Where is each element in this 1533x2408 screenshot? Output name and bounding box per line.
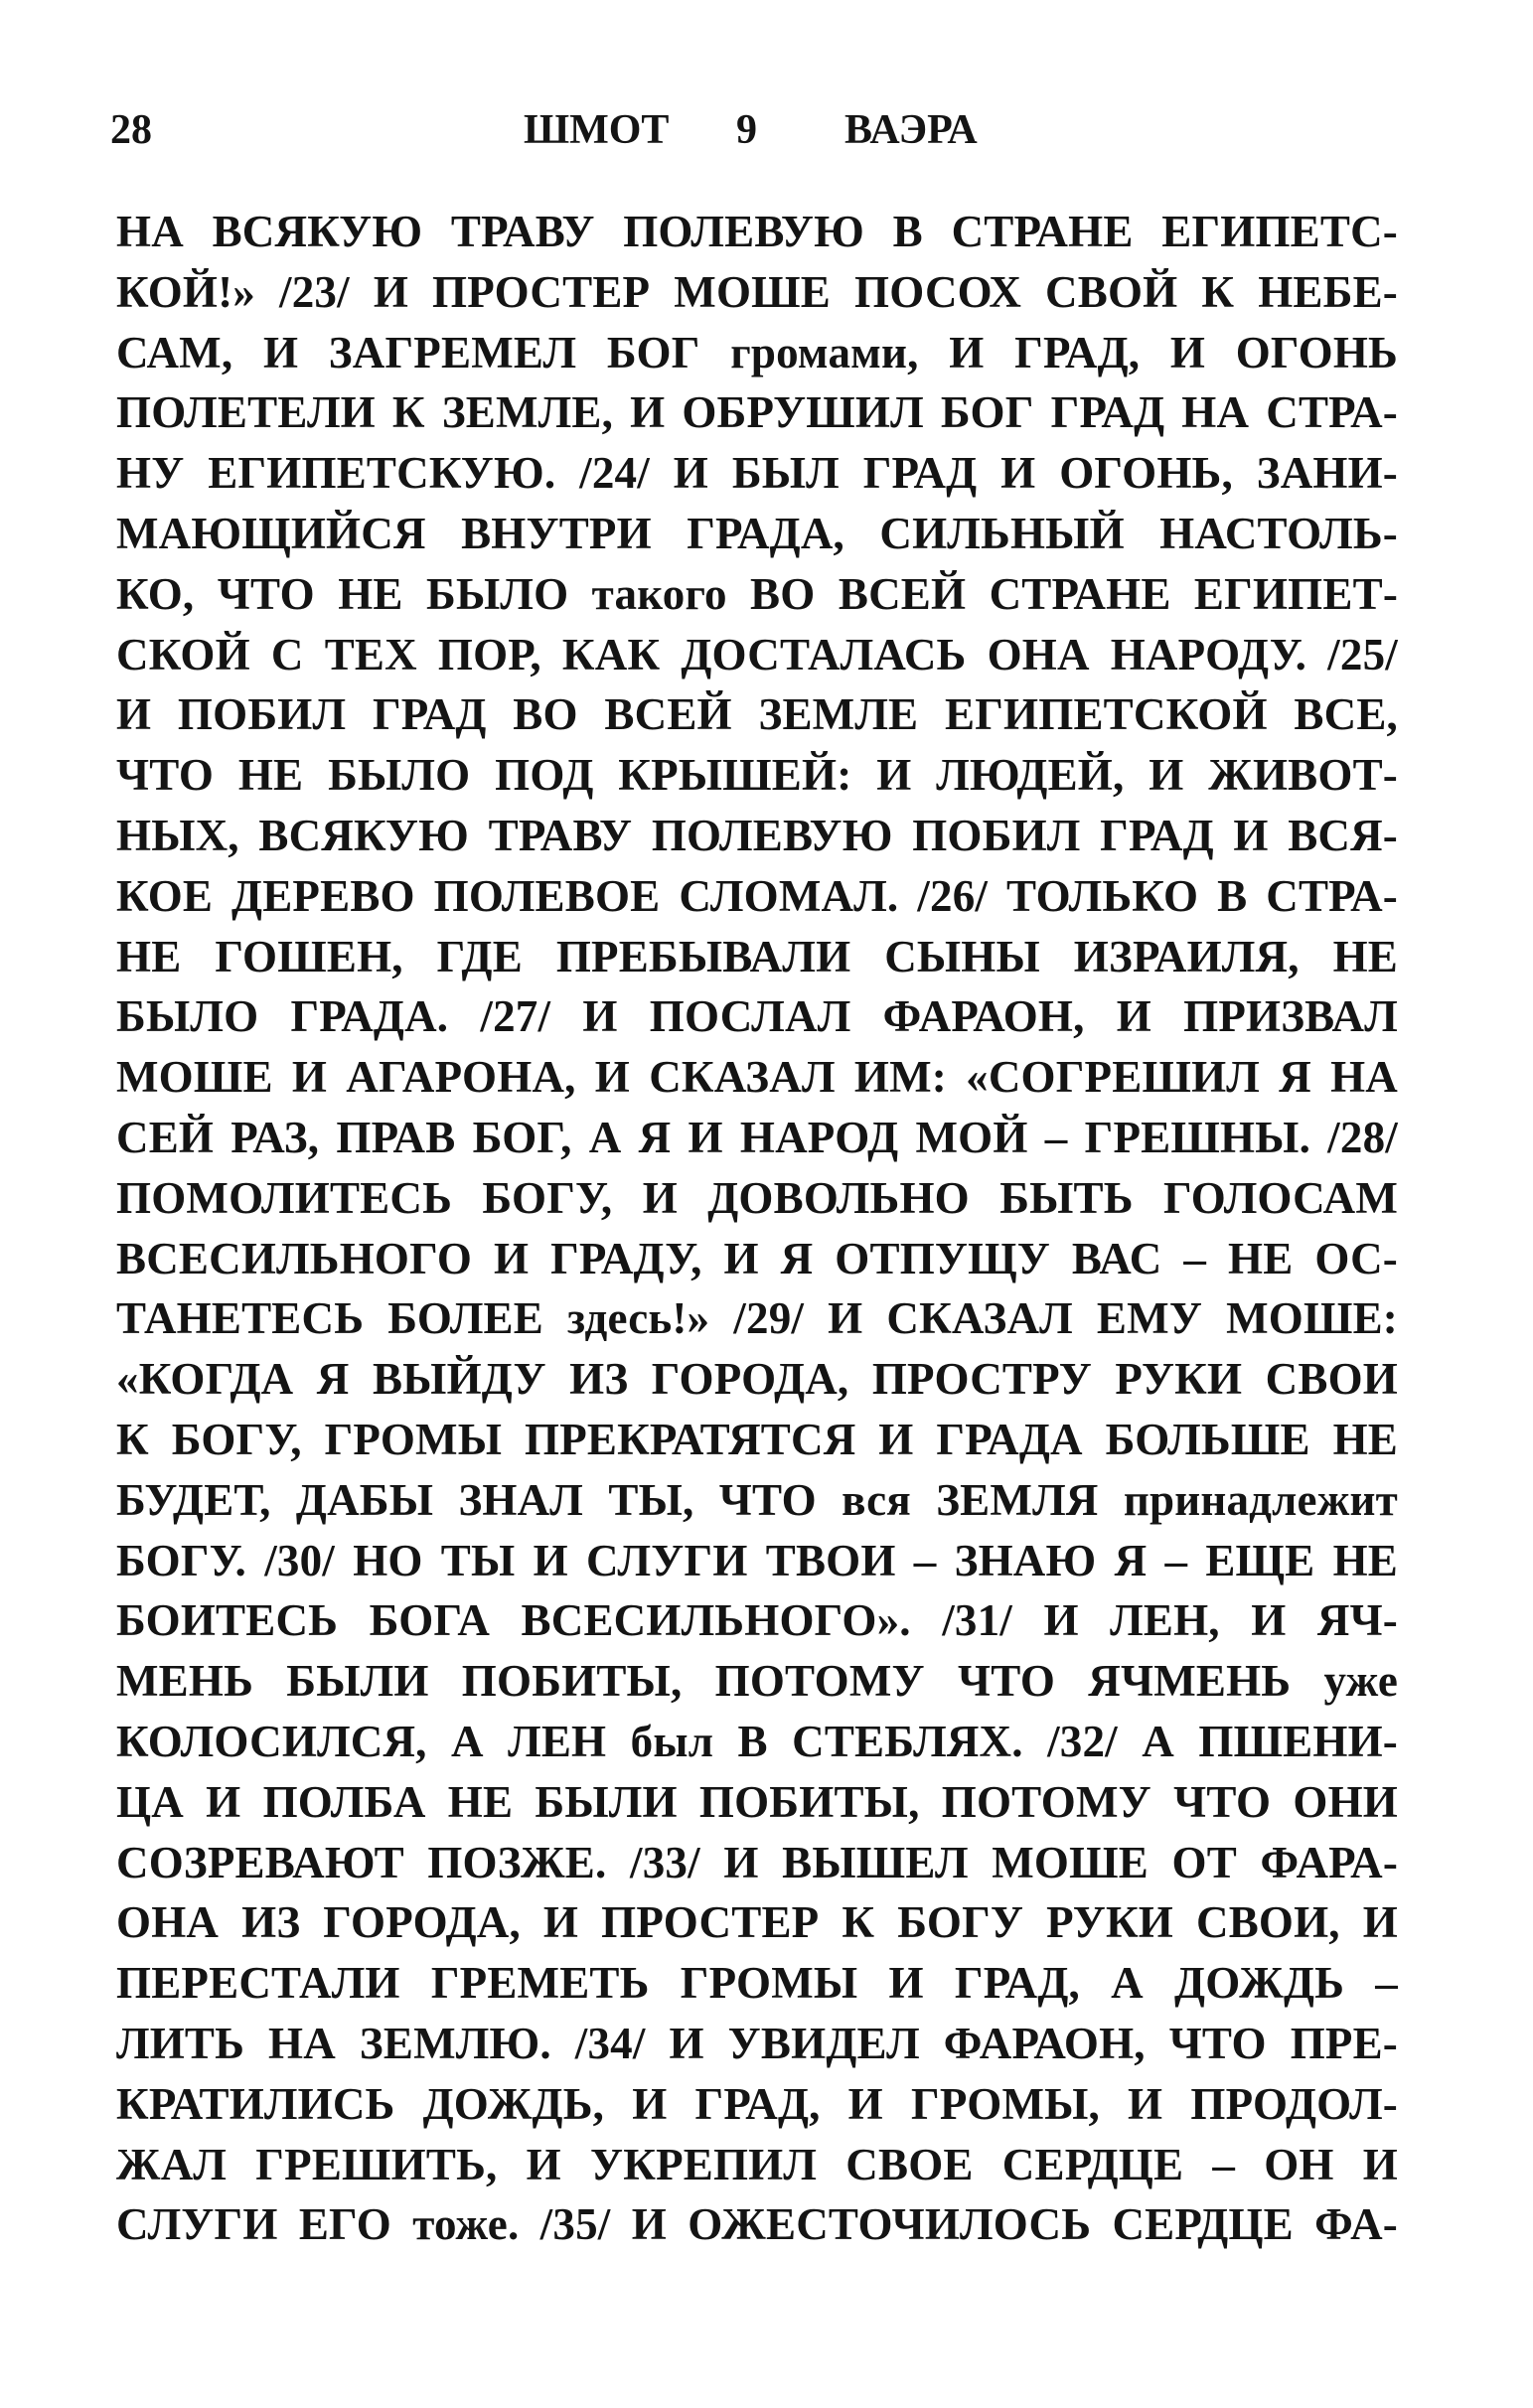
text-line: ОНА ИЗ ГОРОДА, И ПРОСТЕР К БОГУ РУКИ СВОИ, И — [116, 1897, 1398, 1948]
text-line: ЖАЛ ГРЕШИТЬ, И УКРЕПИЛ СВОЕ СЕРДЦЕ – ОН И — [116, 2139, 1398, 2189]
text-line: ТАНЕТЕСЬ БОЛЕЕ здесь!» /29/ И СКАЗАЛ ЕМУ МОШЕ: — [116, 1293, 1398, 1344]
text-line: СЛУГИ ЕГО тоже. /35/ И ОЖЕСТОЧИЛОСЬ СЕРДЦЕ ФА- — [116, 2199, 1398, 2250]
text-line: ЧТО НЕ БЫЛО ПОД КРЫШЕЙ: И ЛЮДЕЙ, И ЖИВОТ- — [116, 750, 1398, 801]
text-line: БОГУ. /30/ НО ТЫ И СЛУГИ ТВОИ – ЗНАЮ Я – ЕЩЕ НЕ — [116, 1535, 1398, 1585]
text-line: КРАТИЛИСЬ ДОЖДЬ, И ГРАД, И ГРОМЫ, И ПРОДОЛ- — [116, 2078, 1398, 2129]
text-line: СОЗРЕВАЮТ ПОЗЖЕ. /33/ И ВЫШЕЛ МОШЕ ОТ ФАРА- — [116, 1837, 1398, 1887]
text-line: ЦА И ПОЛБА НЕ БЫЛИ ПОБИТЫ, ПОТОМУ ЧТО ОНИ — [116, 1776, 1398, 1827]
text-line: БУДЕТ, ДАБЫ ЗНАЛ ТЫ, ЧТО вся ЗЕМЛЯ принадлежит — [116, 1474, 1398, 1525]
text-line: ПЕРЕСТАЛИ ГРЕМЕТЬ ГРОМЫ И ГРАД, А ДОЖДЬ – — [116, 1958, 1398, 2009]
text-line: НЫХ, ВСЯКУЮ ТРАВУ ПОЛЕВУЮ ПОБИЛ ГРАД И ВСЯ- — [116, 810, 1398, 860]
text-line: СКОЙ С ТЕХ ПОР, КАК ДОСТАЛАСЬ ОНА НАРОДУ. /25/ — [116, 629, 1398, 679]
text-line: ВСЕСИЛЬНОГО И ГРАДУ, И Я ОТПУЩУ ВАС – НЕ ОС- — [116, 1233, 1398, 1283]
body-text — [116, 202, 1398, 2255]
text-line: И ПОБИЛ ГРАД ВО ВСЕЙ ЗЕМЛЕ ЕГИПЕТСКОЙ ВСЕ, — [116, 689, 1398, 740]
text-line: СЕЙ РАЗ, ПРАВ БОГ, А Я И НАРОД МОЙ – ГРЕШНЫ. /28/ — [116, 1112, 1398, 1162]
text-line: КО, ЧТО НЕ БЫЛО такого ВО ВСЕЙ СТРАНЕ ЕГИПЕТ- — [116, 568, 1398, 619]
text-line: БОИТЕСЬ БОГА ВСЕСИЛЬНОГО». /31/ И ЛЕН, И ЯЧ- — [116, 1595, 1398, 1646]
text-line: БЫЛО ГРАДА. /27/ И ПОСЛАЛ ФАРАОН, И ПРИЗВАЛ — [116, 991, 1398, 1042]
text-line: К БОГУ, ГРОМЫ ПРЕКРАТЯТСЯ И ГРАДА БОЛЬШЕ НЕ — [116, 1414, 1398, 1464]
chapter-number: 9 — [736, 107, 757, 153]
portion-title: ВАЭРА — [844, 107, 978, 153]
page-number: 28 — [110, 107, 152, 153]
book-title: ШМОТ — [524, 107, 670, 153]
text-line: КОЙ!» /23/ И ПРОСТЕР МОШЕ ПОСОХ СВОЙ К НЕБЕ- — [116, 266, 1398, 317]
text-line: МОШЕ И АГАРОНА, И СКАЗАЛ ИМ: «СОГРЕШИЛ Я НА — [116, 1052, 1398, 1103]
text-line: ЛИТЬ НА ЗЕМЛЮ. /34/ И УВИДЕЛ ФАРАОН, ЧТО ПРЕ- — [116, 2018, 1398, 2068]
text-line: МЕНЬ БЫЛИ ПОБИТЫ, ПОТОМУ ЧТО ЯЧМЕНЬ уже — [116, 1656, 1398, 1707]
text-line: КОЕ ДЕРЕВО ПОЛЕВОЕ СЛОМАЛ. /26/ ТОЛЬКО В СТРА- — [116, 870, 1398, 921]
text-line: МАЮЩИЙСЯ ВНУТРИ ГРАДА, СИЛЬНЫЙ НАСТОЛЬ- — [116, 508, 1398, 558]
text-line: НА ВСЯКУЮ ТРАВУ ПОЛЕВУЮ В СТРАНЕ ЕГИПЕТС- — [116, 207, 1398, 256]
running-header — [0, 100, 1533, 160]
text-line: НУ ЕГИПЕТСКУЮ. /24/ И БЫЛ ГРАД И ОГОНЬ, ЗАНИ- — [116, 448, 1398, 499]
text-line: КОЛОСИЛСЯ, А ЛЕН был В СТЕБЛЯХ. /32/ А ПШЕНИ- — [116, 1716, 1398, 1766]
text-line: ПОЛЕТЕЛИ К ЗЕМЛЕ, И ОБРУШИЛ БОГ ГРАД НА СТРА- — [116, 387, 1398, 438]
text-line: НЕ ГОШЕН, ГДЕ ПРЕБЫВАЛИ СЫНЫ ИЗРАИЛЯ, НЕ — [116, 931, 1398, 981]
text-line: «КОГДА Я ВЫЙДУ ИЗ ГОРОДА, ПРОСТРУ РУКИ СВОИ — [116, 1354, 1398, 1405]
text-line: ПОМОЛИТЕСЬ БОГУ, И ДОВОЛЬНО БЫТЬ ГОЛОСАМ — [116, 1172, 1398, 1223]
text-line: САМ, И ЗАГРЕМЕЛ БОГ громами, И ГРАД, И ОГОНЬ — [116, 327, 1398, 377]
